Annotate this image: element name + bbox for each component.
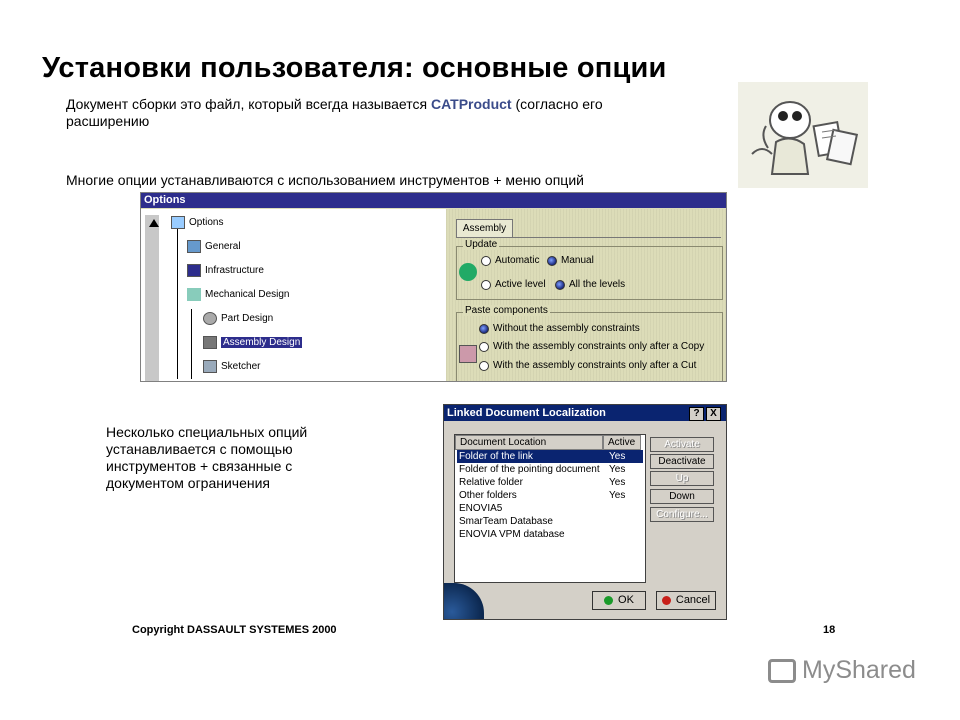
update-manual-radio[interactable]: Manual <box>547 255 594 266</box>
tree-item-options[interactable]: Options <box>171 216 223 230</box>
list-item[interactable]: ENOVIA VPM database <box>459 529 565 540</box>
paste-without-constraints-radio[interactable]: Without the assembly constraints <box>479 323 640 334</box>
page-number: 18 <box>823 624 836 636</box>
deactivate-button[interactable]: Deactivate <box>650 454 714 469</box>
tree-item-mechanical-design[interactable]: Mechanical Design <box>187 288 290 302</box>
list-item[interactable]: ENOVIA5 <box>459 503 503 514</box>
options-menu-paragraph: Многие опции устанавливаются с использованием инструментов + меню опций <box>66 172 584 188</box>
cancel-button[interactable]: Cancel <box>656 591 716 610</box>
options-icon <box>171 216 185 229</box>
linked-document-dialog <box>443 404 727 620</box>
tree-item-infrastructure[interactable]: Infrastructure <box>187 264 264 278</box>
list-item[interactable]: SmarTeam Database <box>459 516 553 527</box>
tree-item-general[interactable]: General <box>187 240 241 254</box>
special-options-paragraph: Несколько специальных опций устанавливается с помощью инструментов + связанные с документом ограничения <box>106 424 308 491</box>
myshared-watermark: MyShared <box>768 656 916 685</box>
tree-item-assembly-design[interactable]: Assembly Design <box>203 336 302 350</box>
options-tab-area <box>446 209 726 381</box>
slide-title: Установки пользователя: основные опции <box>42 52 667 84</box>
options-titlebar: Options <box>141 193 727 208</box>
tree-scrollbar[interactable] <box>145 215 159 381</box>
list-item[interactable]: Relative folder Yes <box>459 477 626 488</box>
paste-after-cut-radio[interactable]: With the assembly constraints only after a Cut <box>479 360 696 371</box>
column-active[interactable]: Active <box>603 435 641 450</box>
assembly-panel <box>456 237 721 382</box>
tab-assembly[interactable]: Assembly <box>456 219 513 238</box>
update-all-levels-radio[interactable]: All the levels <box>555 279 625 290</box>
copyright-footer: Copyright DASSAULT SYSTEMES 2000 <box>132 624 337 636</box>
update-group-label: Update <box>465 239 498 250</box>
paste-after-copy-radio[interactable]: With the assembly constraints only after a Copy <box>479 341 704 352</box>
paste-group <box>456 305 723 382</box>
document-location-list[interactable] <box>454 434 646 583</box>
tree-item-part-design[interactable]: Part Design <box>203 312 273 326</box>
para1-suffix: (согласно его расширению <box>66 96 603 129</box>
sketcher-icon <box>203 360 217 373</box>
down-button[interactable]: Down <box>650 489 714 504</box>
configure-button[interactable]: Configure... <box>650 507 714 522</box>
update-active-level-radio[interactable]: Active level <box>481 279 546 290</box>
watermark-logo-icon <box>768 659 796 683</box>
ok-button[interactable]: OK <box>592 591 646 610</box>
update-swirl-icon <box>459 263 477 281</box>
general-icon <box>187 240 201 253</box>
list-item[interactable]: Folder of the link Yes <box>457 450 643 463</box>
infrastructure-icon <box>187 264 201 277</box>
globe-graphic <box>444 583 484 619</box>
up-button[interactable]: Up <box>650 471 714 486</box>
tree-item-sketcher[interactable]: Sketcher <box>203 360 260 374</box>
help-button[interactable]: ? <box>689 407 704 421</box>
ok-icon <box>604 596 613 605</box>
clipboard-icon <box>459 345 477 363</box>
part-design-icon <box>203 312 217 325</box>
catproduct-term: CATProduct <box>430 96 512 112</box>
options-window <box>140 192 727 382</box>
assembly-doc-paragraph <box>66 96 666 130</box>
close-button[interactable]: X <box>706 407 721 421</box>
dialog-titlebar: Linked Document Localization <box>444 405 727 421</box>
thinking-figure-clipart <box>738 82 868 188</box>
mechanical-design-icon <box>187 288 201 301</box>
update-group <box>456 239 723 300</box>
update-automatic-radio[interactable]: Automatic <box>481 255 539 266</box>
cancel-icon <box>662 596 671 605</box>
options-tree <box>141 209 446 381</box>
assembly-design-icon <box>203 336 217 349</box>
para1-prefix: Документ сборки это файл, который всегда называется <box>66 96 431 112</box>
list-item[interactable]: Folder of the pointing document Yes <box>459 464 626 475</box>
paste-group-label: Paste components <box>465 305 548 316</box>
list-item[interactable]: Other folders Yes <box>459 490 626 501</box>
scroll-up-icon[interactable] <box>149 219 159 227</box>
column-document-location[interactable]: Document Location <box>455 435 603 450</box>
activate-button[interactable]: Activate <box>650 437 714 452</box>
